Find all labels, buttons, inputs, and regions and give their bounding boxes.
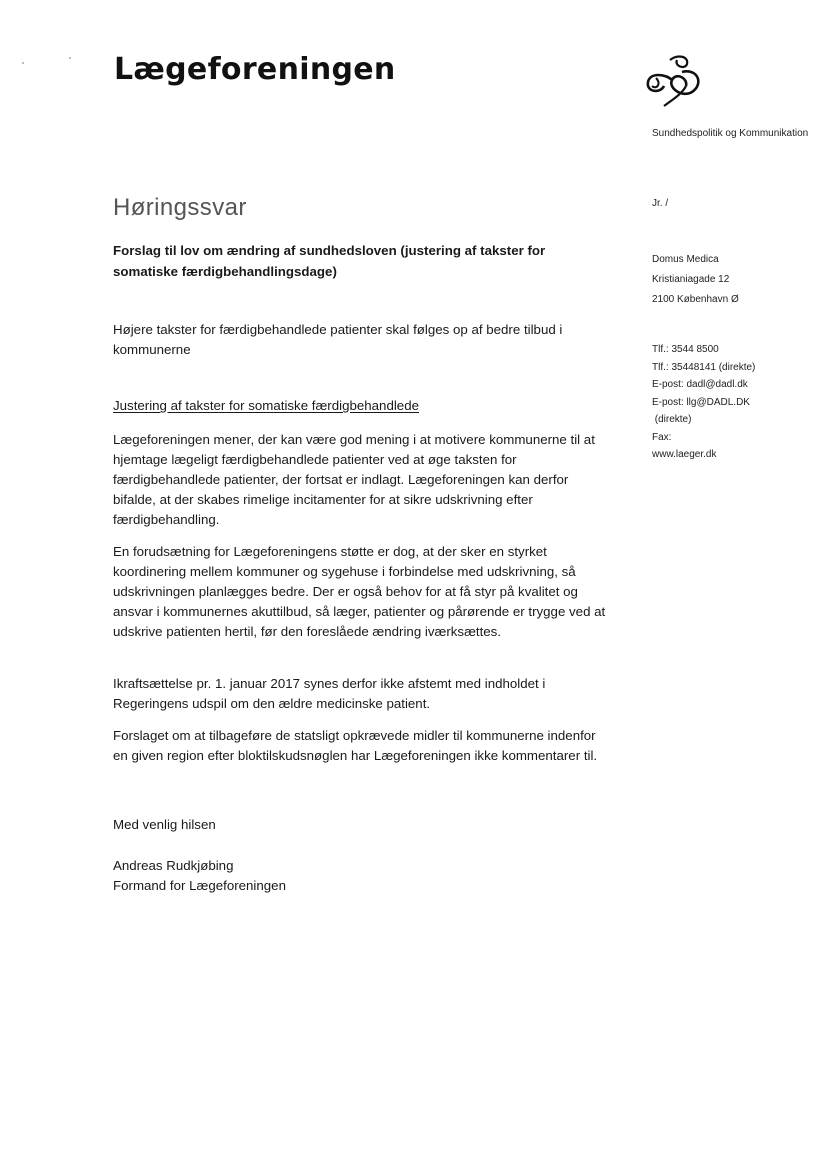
caduceus-serpent-logo-icon <box>642 50 704 110</box>
department-name: Sundhedspolitik og Kommunikation <box>652 128 809 139</box>
body-paragraph: Forslaget om at tilbageføre de statsligt opkrævede midler til kommunerne indenfor en given region efter bloktilskudsnøglen har Lægeforeningen ikke kommentarer til. <box>113 728 598 763</box>
body-paragraph: Lægeforeningen mener, der kan være god mening i at motivere kommunerne til at hjemtage lægeligt færdigbehandlede patienter ved at øge taksten for færdigbehandlede patienter, der fortsat er indlagt. Lægeforeningen kan derfor bifalde, at der skabes rimelige incitamenter for at sikre udskrivning efter færdigbehandling. <box>113 432 595 527</box>
body-paragraph: Ikraftsættelse pr. 1. januar 2017 synes derfor ikke afstemt med indholdet i Regeringens udspil om den ældre medicinske patient. <box>113 676 546 711</box>
contact-fax: Fax: <box>652 431 672 443</box>
contact-phone: Tlf.: 3544 8500 <box>652 344 719 355</box>
scan-speck <box>22 62 24 64</box>
address-line: 2100 København Ø <box>652 294 739 305</box>
contact-direct-note: (direkte) <box>652 414 692 425</box>
signer-name: Andreas Rudkjøbing <box>113 858 234 873</box>
section-heading: Justering af takster for somatiske færdigbehandlede <box>113 398 419 413</box>
contact-block <box>652 341 755 464</box>
journal-number: Jr. / <box>652 198 669 209</box>
closing-salutation: Med venlig hilsen <box>113 817 216 832</box>
document-lede: Højere takster for færdigbehandlede patienter skal følges op af bedre tilbud i kommunerne <box>113 322 563 357</box>
body-paragraph: En forudsætning for Lægeforeningens støtte er dog, at der sker en styrket koordinering mellem kommuner og sygehuse i forbindelse med udskrivning, så udskrivningen planlægges bedre. Der er også behov for at få styr på kvalitet og ansvar i kommunernes akuttilbud, så læger, patienter og pårørende er trygge ved at udskrive patienten hertil, før den foreslåede ændring iværksættes. <box>113 544 606 639</box>
contact-email: E-post: dadl@dadl.dk <box>652 379 748 390</box>
address-line: Domus Medica <box>652 254 719 265</box>
contact-phone-direct: Tlf.: 35448141 (direkte) <box>652 361 756 373</box>
document-title: Høringssvar <box>113 194 247 221</box>
contact-website: www.laeger.dk <box>652 449 717 460</box>
scan-speck <box>69 57 71 59</box>
organization-logo-text: Lægeforeningen <box>114 52 396 87</box>
signature-block <box>113 856 286 896</box>
address-line: Kristianiagade 12 <box>652 274 730 285</box>
address-block <box>652 250 739 310</box>
signer-title: Formand for Lægeforeningen <box>113 878 286 893</box>
document-subtitle: Forslag til lov om ændring af sundhedsloven (justering af takster for somatiske færdigbehandlingsdage) <box>113 243 546 279</box>
contact-email-direct: E-post: llg@DADL.DK <box>652 396 750 408</box>
